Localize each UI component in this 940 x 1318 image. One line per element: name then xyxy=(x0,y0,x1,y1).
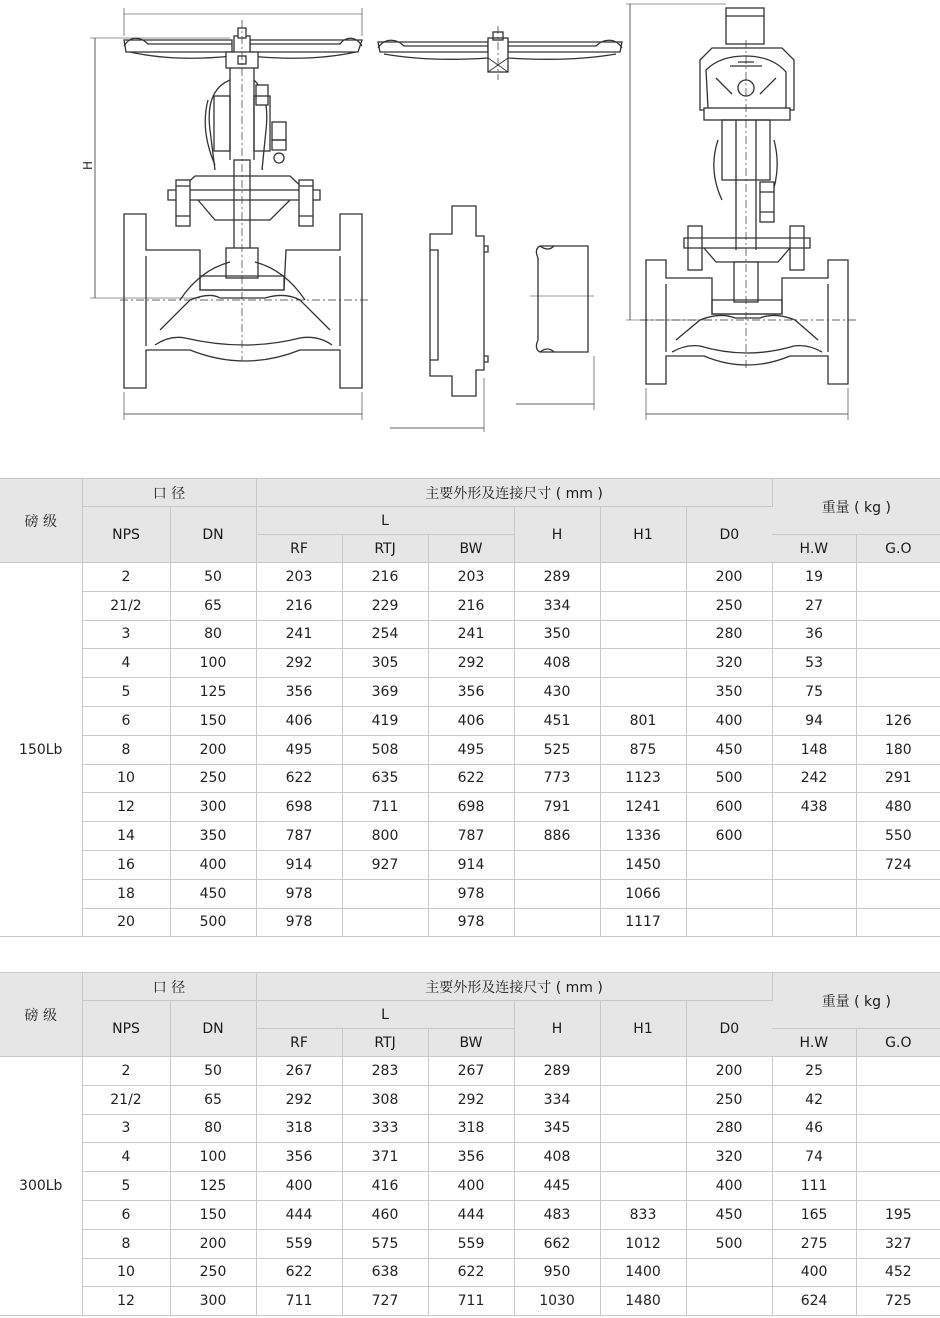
table-cell: 559 xyxy=(428,1229,514,1258)
table-cell xyxy=(772,908,856,937)
header-l: L xyxy=(256,1001,514,1029)
table-cell: 727 xyxy=(342,1287,428,1316)
table-cell: 27 xyxy=(772,591,856,620)
table-cell: 550 xyxy=(856,822,940,851)
table-cell: 356 xyxy=(256,1143,342,1172)
table-cell: 711 xyxy=(428,1287,514,1316)
table-cell: 724 xyxy=(856,850,940,879)
table-cell: 1012 xyxy=(600,1229,686,1258)
spec-table-300lb xyxy=(0,972,940,1316)
table-row xyxy=(0,908,940,937)
table-cell: 125 xyxy=(170,678,256,707)
table-cell xyxy=(600,1114,686,1143)
table-cell: 80 xyxy=(170,1114,256,1143)
table-cell: 94 xyxy=(772,706,856,735)
table-cell: 2 xyxy=(82,563,170,592)
table-cell xyxy=(342,908,428,937)
table-cell: 100 xyxy=(170,1143,256,1172)
header-bw: BW xyxy=(428,535,514,563)
table-cell: 289 xyxy=(514,563,600,592)
table-cell: 350 xyxy=(686,678,772,707)
table-cell: 292 xyxy=(256,1085,342,1114)
table-row xyxy=(0,1258,940,1287)
table-cell: 408 xyxy=(514,649,600,678)
valve-technical-drawing xyxy=(0,0,940,440)
table-cell: 356 xyxy=(428,678,514,707)
table-cell: 289 xyxy=(514,1057,600,1086)
table-cell: 1400 xyxy=(600,1258,686,1287)
table-cell: 978 xyxy=(256,879,342,908)
table-cell xyxy=(686,1287,772,1316)
table-cell xyxy=(856,591,940,620)
table-cell: 801 xyxy=(600,706,686,735)
table-cell: 5 xyxy=(82,1172,170,1201)
table-cell: 1480 xyxy=(600,1287,686,1316)
table-cell: 1123 xyxy=(600,764,686,793)
table-cell: 978 xyxy=(428,879,514,908)
table-cell: 575 xyxy=(342,1229,428,1258)
table-cell xyxy=(686,908,772,937)
header-hw: H.W xyxy=(772,535,856,563)
table-row xyxy=(0,1200,940,1229)
header-nps: NPS xyxy=(82,1001,170,1057)
table-cell xyxy=(514,879,600,908)
table-cell: 495 xyxy=(256,735,342,764)
table-cell: 400 xyxy=(772,1258,856,1287)
table-cell: 300 xyxy=(170,1287,256,1316)
table-cell: 886 xyxy=(514,822,600,851)
header-grade: 磅 级 xyxy=(0,479,82,563)
table-cell: 791 xyxy=(514,793,600,822)
table-row xyxy=(0,1172,940,1201)
table-cell: 662 xyxy=(514,1229,600,1258)
table-cell: 165 xyxy=(772,1200,856,1229)
table-cell: 3 xyxy=(82,1114,170,1143)
table-cell xyxy=(600,649,686,678)
table-cell: 600 xyxy=(686,793,772,822)
table-cell xyxy=(856,1143,940,1172)
table-cell: 65 xyxy=(170,591,256,620)
table-cell xyxy=(856,908,940,937)
table-cell: 318 xyxy=(428,1114,514,1143)
table-cell: 444 xyxy=(428,1200,514,1229)
table-cell: 8 xyxy=(82,1229,170,1258)
table-cell xyxy=(600,678,686,707)
header-h: H xyxy=(514,507,600,563)
header-l: L xyxy=(256,507,514,535)
header-weight: 重量 ( kg ) xyxy=(772,973,940,1029)
table-cell: 698 xyxy=(428,793,514,822)
table-cell: 16 xyxy=(82,850,170,879)
table-cell: 4 xyxy=(82,649,170,678)
table-cell: 150 xyxy=(170,1200,256,1229)
table-cell: 978 xyxy=(256,908,342,937)
table-row xyxy=(0,1114,940,1143)
table-cell: 327 xyxy=(856,1229,940,1258)
table-cell: 275 xyxy=(772,1229,856,1258)
table-cell xyxy=(600,1172,686,1201)
table-cell: 622 xyxy=(428,764,514,793)
table-cell: 20 xyxy=(82,908,170,937)
table-cell: 445 xyxy=(514,1172,600,1201)
table-cell: 773 xyxy=(514,764,600,793)
table-cell: 125 xyxy=(170,1172,256,1201)
table-cell xyxy=(514,908,600,937)
header-nps: NPS xyxy=(82,507,170,563)
table-cell: 500 xyxy=(170,908,256,937)
table-cell: 635 xyxy=(342,764,428,793)
table-cell: 438 xyxy=(772,793,856,822)
header-go: G.O xyxy=(856,1029,940,1057)
table-cell: 345 xyxy=(514,1114,600,1143)
table-cell xyxy=(772,822,856,851)
table-cell: 50 xyxy=(170,1057,256,1086)
table-cell: 4 xyxy=(82,1143,170,1172)
table-cell: 200 xyxy=(170,735,256,764)
table-cell: 318 xyxy=(256,1114,342,1143)
table-row xyxy=(0,649,940,678)
table-cell: 200 xyxy=(170,1229,256,1258)
table-row xyxy=(0,1085,940,1114)
table-cell xyxy=(514,850,600,879)
table-cell: 5 xyxy=(82,678,170,707)
table-cell: 241 xyxy=(428,620,514,649)
table-cell: 450 xyxy=(686,735,772,764)
table-cell: 725 xyxy=(856,1287,940,1316)
table-cell: 525 xyxy=(514,735,600,764)
table-cell: 21/2 xyxy=(82,1085,170,1114)
table-cell: 622 xyxy=(256,764,342,793)
header-rtj: RTJ xyxy=(342,1029,428,1057)
table-cell: 451 xyxy=(514,706,600,735)
table-cell: 10 xyxy=(82,1258,170,1287)
valve-front-view xyxy=(90,8,370,420)
header-d0: D0 xyxy=(686,507,772,563)
table-cell xyxy=(600,563,686,592)
table-cell xyxy=(686,879,772,908)
table-cell xyxy=(856,649,940,678)
table-cell: 74 xyxy=(772,1143,856,1172)
table-row xyxy=(0,822,940,851)
table-cell: 483 xyxy=(514,1200,600,1229)
table-cell: 241 xyxy=(256,620,342,649)
table-cell xyxy=(856,879,940,908)
table-cell: 250 xyxy=(686,591,772,620)
table-cell: 280 xyxy=(686,620,772,649)
table-cell xyxy=(772,850,856,879)
table-cell xyxy=(342,879,428,908)
table-cell xyxy=(856,1085,940,1114)
header-hw: H.W xyxy=(772,1029,856,1057)
table-cell xyxy=(686,1258,772,1287)
table-cell: 624 xyxy=(772,1287,856,1316)
table-cell xyxy=(600,1143,686,1172)
table-row xyxy=(0,793,940,822)
grade-cell: 300Lb xyxy=(0,1057,82,1316)
table-row xyxy=(0,1057,940,1086)
table-cell xyxy=(856,1114,940,1143)
table-cell xyxy=(856,620,940,649)
table-cell: 14 xyxy=(82,822,170,851)
table-row xyxy=(0,1287,940,1316)
table-row xyxy=(0,620,940,649)
table-cell: 46 xyxy=(772,1114,856,1143)
table-cell: 53 xyxy=(772,649,856,678)
table-row xyxy=(0,1143,940,1172)
table-cell: 369 xyxy=(342,678,428,707)
header-h: H xyxy=(514,1001,600,1057)
table-cell: 200 xyxy=(686,563,772,592)
table-cell xyxy=(856,1172,940,1201)
table-cell: 150 xyxy=(170,706,256,735)
table-cell: 480 xyxy=(856,793,940,822)
table-cell: 80 xyxy=(170,620,256,649)
table-cell: 334 xyxy=(514,591,600,620)
table-cell: 400 xyxy=(686,1172,772,1201)
table-cell: 203 xyxy=(256,563,342,592)
table-cell: 250 xyxy=(686,1085,772,1114)
table-cell: 416 xyxy=(342,1172,428,1201)
table-row xyxy=(0,678,940,707)
table-cell: 250 xyxy=(170,1258,256,1287)
table-cell: 100 xyxy=(170,649,256,678)
table-row xyxy=(0,1229,940,1258)
table-cell: 914 xyxy=(428,850,514,879)
header-dims: 主要外形及连接尺寸 ( mm ) xyxy=(256,973,772,1001)
table-cell: 291 xyxy=(856,764,940,793)
table-row xyxy=(0,879,940,908)
table-cell: 6 xyxy=(82,706,170,735)
table-cell: 8 xyxy=(82,735,170,764)
table-cell: 400 xyxy=(170,850,256,879)
table-cell: 1117 xyxy=(600,908,686,937)
table-cell: 6 xyxy=(82,1200,170,1229)
header-rf: RF xyxy=(256,535,342,563)
table-cell: 126 xyxy=(856,706,940,735)
table-cell: 460 xyxy=(342,1200,428,1229)
table-cell: 333 xyxy=(342,1114,428,1143)
table-cell: 292 xyxy=(428,649,514,678)
table-cell: 3 xyxy=(82,620,170,649)
table-cell: 1241 xyxy=(600,793,686,822)
table-cell: 242 xyxy=(772,764,856,793)
table-cell: 254 xyxy=(342,620,428,649)
table-cell: 452 xyxy=(856,1258,940,1287)
table-cell: 216 xyxy=(256,591,342,620)
table-cell: 495 xyxy=(428,735,514,764)
table-cell: 42 xyxy=(772,1085,856,1114)
table-cell: 300 xyxy=(170,793,256,822)
table-cell: 229 xyxy=(342,591,428,620)
table-cell: 195 xyxy=(856,1200,940,1229)
table-cell: 1450 xyxy=(600,850,686,879)
grade-cell: 150Lb xyxy=(0,563,82,937)
table-cell: 444 xyxy=(256,1200,342,1229)
header-dn: DN xyxy=(170,1001,256,1057)
table-row xyxy=(0,850,940,879)
table-cell: 622 xyxy=(428,1258,514,1287)
table-cell: 800 xyxy=(342,822,428,851)
table-cell: 267 xyxy=(256,1057,342,1086)
table-cell: 75 xyxy=(772,678,856,707)
table-cell: 2 xyxy=(82,1057,170,1086)
table-cell: 292 xyxy=(428,1085,514,1114)
table-cell: 148 xyxy=(772,735,856,764)
table-cell: 622 xyxy=(256,1258,342,1287)
table-cell xyxy=(600,1057,686,1086)
table-cell: 65 xyxy=(170,1085,256,1114)
table-cell xyxy=(856,563,940,592)
table-cell: 430 xyxy=(514,678,600,707)
table-cell: 638 xyxy=(342,1258,428,1287)
table-cell xyxy=(600,591,686,620)
table-row xyxy=(0,591,940,620)
table-cell: 36 xyxy=(772,620,856,649)
table-cell: 216 xyxy=(342,563,428,592)
table-cell xyxy=(600,1085,686,1114)
table-cell: 320 xyxy=(686,649,772,678)
butt-weld-end xyxy=(516,246,594,410)
table-row xyxy=(0,764,940,793)
table-cell: 18 xyxy=(82,879,170,908)
table-cell: 200 xyxy=(686,1057,772,1086)
table-cell: 400 xyxy=(256,1172,342,1201)
table-cell xyxy=(600,620,686,649)
table-cell: 1066 xyxy=(600,879,686,908)
table-cell xyxy=(856,678,940,707)
table-cell: 711 xyxy=(342,793,428,822)
table-cell: 978 xyxy=(428,908,514,937)
table-body xyxy=(0,563,940,937)
table-cell: 320 xyxy=(686,1143,772,1172)
table-cell: 927 xyxy=(342,850,428,879)
table-cell: 350 xyxy=(514,620,600,649)
table-cell: 292 xyxy=(256,649,342,678)
table-cell: 875 xyxy=(600,735,686,764)
table-cell: 408 xyxy=(514,1143,600,1172)
table-cell: 419 xyxy=(342,706,428,735)
table-cell: 500 xyxy=(686,1229,772,1258)
table-cell: 334 xyxy=(514,1085,600,1114)
table-row xyxy=(0,563,940,592)
table-cell: 1336 xyxy=(600,822,686,851)
table-cell: 400 xyxy=(686,706,772,735)
table-cell: 216 xyxy=(428,591,514,620)
table-cell: 356 xyxy=(428,1143,514,1172)
table-row xyxy=(0,706,940,735)
table-cell: 25 xyxy=(772,1057,856,1086)
header-dims: 主要外形及连接尺寸 ( mm ) xyxy=(256,479,772,507)
table-cell: 787 xyxy=(256,822,342,851)
header-rf: RF xyxy=(256,1029,342,1057)
table-cell xyxy=(772,879,856,908)
table-cell: 350 xyxy=(170,822,256,851)
table-cell: 450 xyxy=(686,1200,772,1229)
table-cell: 308 xyxy=(342,1085,428,1114)
header-h1: H1 xyxy=(600,1001,686,1057)
header-go: G.O xyxy=(856,535,940,563)
table-cell: 406 xyxy=(256,706,342,735)
spec-table-150lb xyxy=(0,478,940,937)
table-cell: 698 xyxy=(256,793,342,822)
table-cell: 371 xyxy=(342,1143,428,1172)
table-cell: 267 xyxy=(428,1057,514,1086)
table-cell: 400 xyxy=(428,1172,514,1201)
table-cell: 111 xyxy=(772,1172,856,1201)
table-cell: 12 xyxy=(82,1287,170,1316)
header-d0: D0 xyxy=(686,1001,772,1057)
table-cell: 283 xyxy=(342,1057,428,1086)
table-cell: 203 xyxy=(428,563,514,592)
table-cell xyxy=(686,850,772,879)
header-weight: 重量 ( kg ) xyxy=(772,479,940,535)
table-body xyxy=(0,1057,940,1316)
table-cell: 450 xyxy=(170,879,256,908)
table-cell: 50 xyxy=(170,563,256,592)
table-cell: 1030 xyxy=(514,1287,600,1316)
table-cell: 914 xyxy=(256,850,342,879)
header-bw: BW xyxy=(428,1029,514,1057)
table-cell: 250 xyxy=(170,764,256,793)
header-rtj: RTJ xyxy=(342,535,428,563)
table-cell: 711 xyxy=(256,1287,342,1316)
table-cell: 500 xyxy=(686,764,772,793)
table-cell: 508 xyxy=(342,735,428,764)
table-cell: 21/2 xyxy=(82,591,170,620)
header-h1: H1 xyxy=(600,507,686,563)
dimension-h-label: H xyxy=(81,160,95,170)
table-cell: 559 xyxy=(256,1229,342,1258)
table-cell xyxy=(856,1057,940,1086)
header-grade: 磅 级 xyxy=(0,973,82,1057)
flange-end-section xyxy=(390,206,488,432)
table-cell: 10 xyxy=(82,764,170,793)
valve-gear-operated-view xyxy=(626,4,856,420)
handwheel-top-view xyxy=(378,26,622,80)
table-cell: 787 xyxy=(428,822,514,851)
table-cell: 600 xyxy=(686,822,772,851)
table-cell: 280 xyxy=(686,1114,772,1143)
header-bore: 口 径 xyxy=(82,973,256,1001)
header-bore: 口 径 xyxy=(82,479,256,507)
table-cell: 950 xyxy=(514,1258,600,1287)
table-cell: 19 xyxy=(772,563,856,592)
table-cell: 833 xyxy=(600,1200,686,1229)
table-cell: 12 xyxy=(82,793,170,822)
table-cell: 356 xyxy=(256,678,342,707)
table-cell: 305 xyxy=(342,649,428,678)
table-cell: 406 xyxy=(428,706,514,735)
table-cell: 180 xyxy=(856,735,940,764)
table-row xyxy=(0,735,940,764)
header-dn: DN xyxy=(170,507,256,563)
